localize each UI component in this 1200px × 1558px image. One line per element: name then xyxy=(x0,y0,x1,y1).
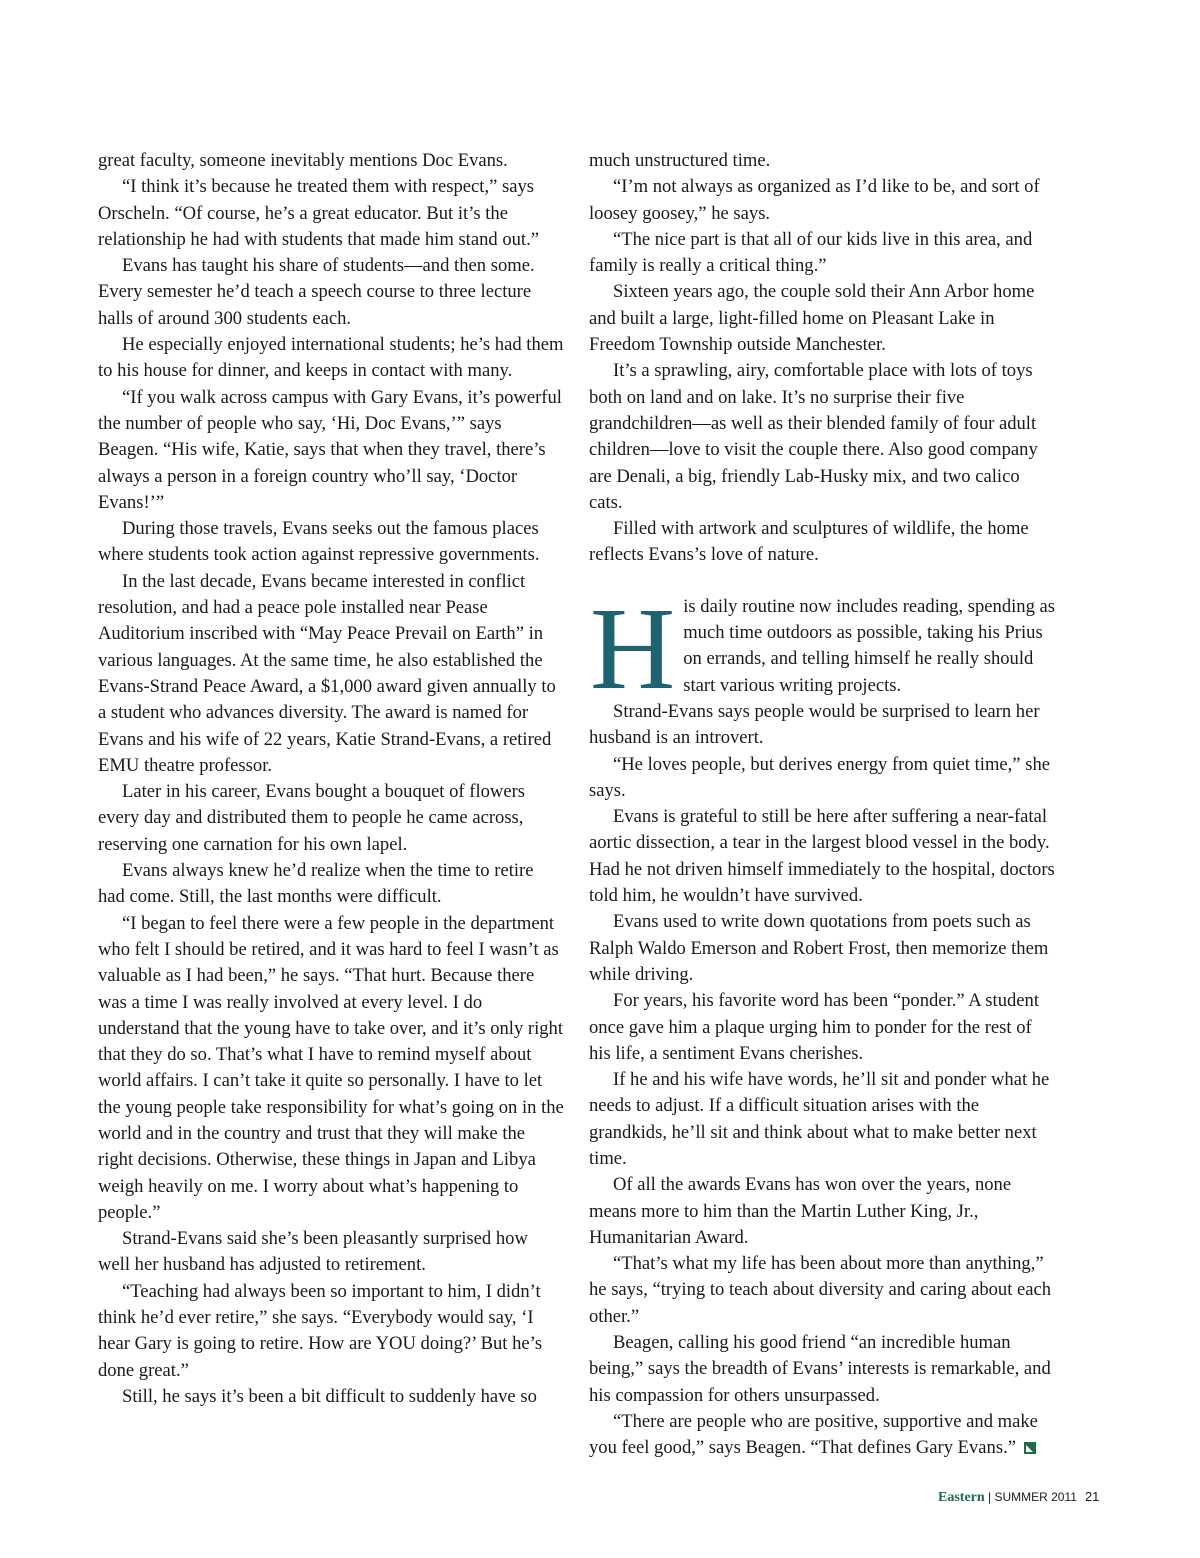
issue-date: | SUMMER 2011 xyxy=(984,1490,1077,1504)
left-column xyxy=(98,148,564,1410)
paragraph: Strand-Evans said she’s been pleasantly surprised how well her husband has adjusted to retirement. xyxy=(98,1228,528,1276)
paragraph: Evans always knew he’d realize when the time to retire had come. Still, the last months were difficult. xyxy=(98,860,534,908)
paragraph: Evans has taught his share of students—and then some. Every semester he’d teach a speech course to three lecture halls of around 300 students each. xyxy=(98,255,535,329)
end-of-story-square-icon xyxy=(1024,1442,1036,1454)
page-footer xyxy=(938,1488,1099,1507)
paragraph: great faculty, someone inevitably mentions Doc Evans. xyxy=(98,150,508,171)
magazine-name: Eastern xyxy=(938,1490,985,1505)
paragraph: Later in his career, Evans bought a bouquet of flowers every day and distributed them to people he came across, reserving one carnation for his own lapel. xyxy=(98,781,526,855)
paragraph: For years, his favorite word has been “ponder.” A student once gave him a plaque urging him to ponder for the rest of his life, a sentiment Evans cherishes. xyxy=(589,990,1040,1064)
paragraph: In the last decade, Evans became interested in conflict resolution, and had a peace pole installed near Pease Auditorium inscribed with “May Peace Prevail on Earth” in various languages. At the same time, he also established the Evans-Strand Peace Award, a $1,000 award given annually to a student who advances diversity. The award is named for Evans and his wife of 22 years, Katie Strand-Evans, a retired EMU theatre professor. xyxy=(98,570,556,776)
paragraph: Beagen, calling his good friend “an incredible human being,” says the breadth of Evans’ interests is remarkable, and his compassion for others unsurpassed. xyxy=(589,1332,1051,1406)
paragraph: Sixteen years ago, the couple sold their Ann Arbor home and built a large, light-filled home on Pleasant Lake in Freedom Township outside Manchester. xyxy=(589,281,1035,356)
paragraph: much unstructured time. xyxy=(589,150,771,171)
final-paragraph xyxy=(589,1409,1057,1462)
paragraph: During those travels, Evans seeks out the famous places where students took action against repressive governments. xyxy=(98,518,540,566)
paragraph: “Teaching had always been so important to him, I didn’t think he’d ever retire,” she says. “Everybody would say, ‘I hear Gary is going to retire. How are YOU doing?’ But he’s done great.” xyxy=(98,1280,543,1381)
paragraph: Filled with artwork and sculptures of wildlife, the home reflects Evans’s love of nature. xyxy=(589,518,1029,566)
paragraph: It’s a sprawling, airy, comfortable place with lots of toys both on land and on lake. It’s no surprise their five grandchildren—as well as their blended family of four adult children—love to visit the couple there. Also good company are Denali, a big, friendly Lab-Husky mix, and two calico cats. xyxy=(589,360,1038,513)
drop-cap-paragraph xyxy=(589,582,1057,714)
paragraph: If he and his wife have words, he’ll sit and ponder what he needs to adjust. If a difficult situation arises with the grandkids, he’ll sit and think about what to make better next time. xyxy=(589,1069,1050,1169)
page-number: 21 xyxy=(1084,1489,1100,1504)
paragraph: Strand-Evans says people would be surprised to learn her husband is an introvert. xyxy=(589,700,1040,749)
drop-cap-text: is daily routine now includes reading, spending as much time outdoors as possible, taking his Prius on errands, and telling himself he really should start various writing projects. xyxy=(683,595,1056,696)
paragraph: “He loves people, but derives energy from quiet time,” she says. xyxy=(589,753,1050,801)
paragraph: Still, he says it’s been a bit difficult to suddenly have so xyxy=(122,1385,537,1407)
final-paragraph-text: “There are people who are positive, supportive and make you feel good,” says Beagen. “That defines Gary Evans.” xyxy=(589,1410,1038,1459)
paragraph: “That’s what my life has been about more than anything,” he says, “trying to teach about diversity and caring about each other.” xyxy=(589,1253,1052,1327)
right-column xyxy=(589,148,1057,1462)
paragraph: “I’m not always as organized as I’d like to be, and sort of loosey goosey,” he says. xyxy=(589,176,1040,224)
paragraph: “If you walk across campus with Gary Evans, it’s powerful the number of people who say, ‘Hi, Doc Evans,’” says Beagen. “His wife, Katie, says that when they travel, there’s always a person in a foreign country who’ll say, ‘Doctor Evans!’” xyxy=(98,386,562,513)
drop-cap-letter: H xyxy=(590,582,676,714)
paragraph: Evans used to write down quotations from poets such as Ralph Waldo Emerson and Robert Frost, then memorize them while driving. xyxy=(589,911,1049,985)
paragraph: Evans is grateful to still be here after suffering a near-fatal aortic dissection, a tear in the largest blood vessel in the body. Had he not driven himself immediately to the hospital, doctors told him, he wouldn’t have survived. xyxy=(589,806,1055,907)
paragraph: He especially enjoyed international students; he’s had them to his house for dinner, and keeps in contact with many. xyxy=(98,334,564,382)
paragraph: “I began to feel there were a few people in the department who felt I should be retired, and it was hard to feel I wasn’t as valuable as I had been,” he says. “That hurt. Because there was a time I was really involved at every level. I do understand that the young have to take over, and it’s only right that they do so. That’s what I have to remind myself about world affairs. I can’t take it quite so personally. I have to let the young people take responsibility for what’s going on in the world and in the country and trust that they will make the right decisions. Otherwise, these things in Japan and Libya weigh heavily on me. I worry about what’s happening to people.” xyxy=(98,912,564,1223)
paragraph: “The nice part is that all of our kids live in this area, and family is really a critical thing.” xyxy=(589,228,1033,277)
paragraph: Of all the awards Evans has won over the years, none means more to him than the Martin Luther King, Jr., Humanitarian Award. xyxy=(589,1174,1012,1248)
paragraph: “I think it’s because he treated them with respect,” says Orscheln. “Of course, he’s a great educator. But it’s the relationship he had with students that made him stand out.” xyxy=(98,176,540,250)
